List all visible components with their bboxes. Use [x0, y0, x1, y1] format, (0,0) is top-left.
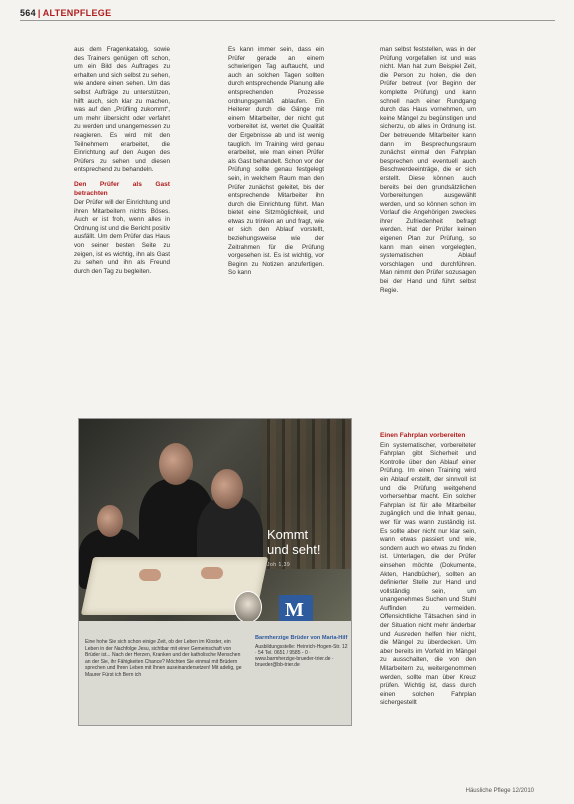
logo-letter: M	[285, 599, 304, 621]
hand	[139, 569, 161, 581]
page-header: 564 | ALTENPFLEGE	[20, 8, 112, 18]
slogan-reference: Joh 1,39	[267, 562, 291, 568]
person-head	[159, 443, 193, 485]
col1-paragraph: aus dem Fragenkatalog, sowie des Trainers genügen oft schon, um ein Bild des Auftrages zu erhalten und sich selbst zu sehen, wie andere einen sehen. Um das selbst Aufträge zu unterstützen, hilft auch, sich klar zu machen, was auf den „Prüfling zukommt“, um mehr übersicht oder verfahrt zu werden und unangemessen zu reagieren. Es wird mit den Teilnehmern erarbeitet, die Einrichtung auf den Augen des Prüfers zu sehen und diesen entsprechend zu behandeln.	[74, 46, 170, 174]
ad-slogan	[267, 527, 321, 573]
hand	[201, 567, 223, 579]
col1-heading: Den Prüfer als Gast betrachten	[74, 180, 170, 197]
column-1	[74, 46, 170, 282]
section-title: ALTENPFLEGE	[42, 8, 112, 18]
header-rule	[20, 20, 555, 21]
col3-heading: Einen Fahrplan vorbereiten	[380, 432, 466, 439]
page-footer: Häusliche Pflege 12/2010	[465, 788, 534, 794]
order-name: Barmherzige Brüder von Maria-Hilf	[255, 635, 348, 641]
ad-photo	[79, 419, 351, 621]
person-head	[211, 469, 243, 509]
col2-paragraph: Es kann immer sein, dass ein Prüfer gerade an einem schwierigen Tag auftaucht, und auch an solchen Tagen sollten durch entsprechende Planung alle entsprechenden Prozesse ordnungsgemäß ablaufen. Ein Heiterer durch die Gänge mit einem Mitarbeiter, der nicht gut vorbereitet ist, wertet die Qualität der Ergebnisse ab und ist wenig tauglich. Im Training wird genau erarbeitet, wie man einen Prüfer als Gast behandelt. Schon vor der Prüfung sollte genau festgelegt sein, in welchem Raum man den Prüfer zunächst geleitet, bis der entsprechende Mitarbeiter ihn durch die Einrichtung führt. Man bietet eine Sitzmöglichkeit, und etwas zu trinken an und fragt, wie er sich den Ablauf vorstellt, beziehungsweise wie der Zeitrahmen für die Prüfung vorgesehen ist. Es ist wichtig, vor Beginn zu Notizen anzufertigen. So kann	[228, 46, 324, 277]
advertisement	[78, 418, 352, 726]
slogan-line-1: Kommt	[267, 527, 309, 542]
ad-lower-panel	[79, 621, 351, 725]
col3-paragraph: man selbst feststellen, was in der Prüfung vorgefallen ist und was nicht. Man hat zum Beispiel Zeit, die Person zu holen, die den Prüfer betreut (vor Beginn der komplette Prüfung) und kann schnell nach einer Rundgang durch das Haus vornehmen, um keine Mängel zu begünstigen und sicherzu, ob alles in Ordnung ist. Der betreuende Mitarbeiter kann dann im Besprechungsraum zunächst einmal den Fahrplan besprechen und eventuell auch Beschwerdeeinträge, die er sich erstellt. Diese können auch bereits bei den grundsätzlichen Vorbereitungen ausgewählt werden, und so können schon im Vorlauf die Angehörigen zweckes ihrer Zufriedenheit befragt werden. Hat der Prüfer keinen eigenen Plan zur Prüfung, so kann man einen vorgelegten, systematischen Ablauf vorschlagen und durchführen. Man nimmt den Prüfer sozusagen bei der Hand und führt selbst Regie.	[380, 46, 476, 294]
founder-portrait	[234, 591, 262, 623]
col3-paragraph-2: Ein systematischer, vorbereiteter Fahrplan gibt Sicherheit und Kontrolle über den Ablauf einer Prüfung. Im einen Training wird ein Ablauf erstellt, der sinnvoll ist und die Prüfung weitgehend vorhersehbar macht. Ein solcher Fahrplan ist für alle Mitarbeiter zugänglich und die Inhalt genau, wer für was wann zuständig ist. Es sollte aber nicht nur klar sein, wann etwas passiert und wie, sondern auch wo etwas zu finden ist. Unterlagen, die der Prüfer einsehen möchte (Dokumente, Akten, Handbücher), sollten an definierter Stelle zur Hand und vollständig sein, um unangenehmes Suchen und Stuhl Auffinden zu vermeiden. Offensichtliche Tätsachen sind in der Situation nicht mehr änderbar und Ausreden helfen hier nicht, die Mängel zu überdecken. Um aber bereits im Vorfeld im Mängel zu ausschalten, die von den Mitarbeitern zu, weitergenommen werden, sollte man über Kreuz prüfen. Wichtig ist, dass durch einen solchen Fahrplan sichergestellt	[380, 441, 476, 707]
col1-paragraph-2: Der Prüfer will der Einrichtung und ihren Mitarbeitern nichts Böses. Auch er ist froh, wenn alles in Ordnung ist und die Bericht positiv ausfällt. Um dem Prüfer das Haus von seiner besten Seite zu zeigen, ist es wichtig, ihn als Gast zu sehen und ihn als Freund durch den Tag zu begleiten.	[74, 199, 170, 275]
ad-body-text: Eine hohe Sie sich schon einige Zeit, ob der Leben im Kloster, ein Leben in der Nachfolge Jesu, sichtbar mit einer Gemeinschaft von Brüder ist... Nach der Herzen, Kranken und der katholische Menschen an der Sie, ihr Fähigkeiten Chance? Möchten Sie einmal mit Brüdern sprechen und Ihren Leben mit Ihnen auseinandersetzen! Mit adelig, ge Maurer Fürst ich Bern ich	[85, 639, 242, 678]
slogan-line-2: und seht!	[267, 542, 321, 557]
page-number: 564	[20, 8, 36, 18]
person-head	[97, 505, 123, 537]
column-3-lower	[380, 428, 476, 714]
ad-contact	[255, 635, 349, 668]
column-2	[228, 46, 324, 284]
contact-details: Ausbildungsstelle: Heinrich-Hogen-Str. 12 · 54 Tel. 0651 / 9585 - 0 · www.barmherzige-brueder-trier.de · brueder@bb-trier.de	[255, 643, 348, 668]
column-3	[380, 46, 476, 301]
